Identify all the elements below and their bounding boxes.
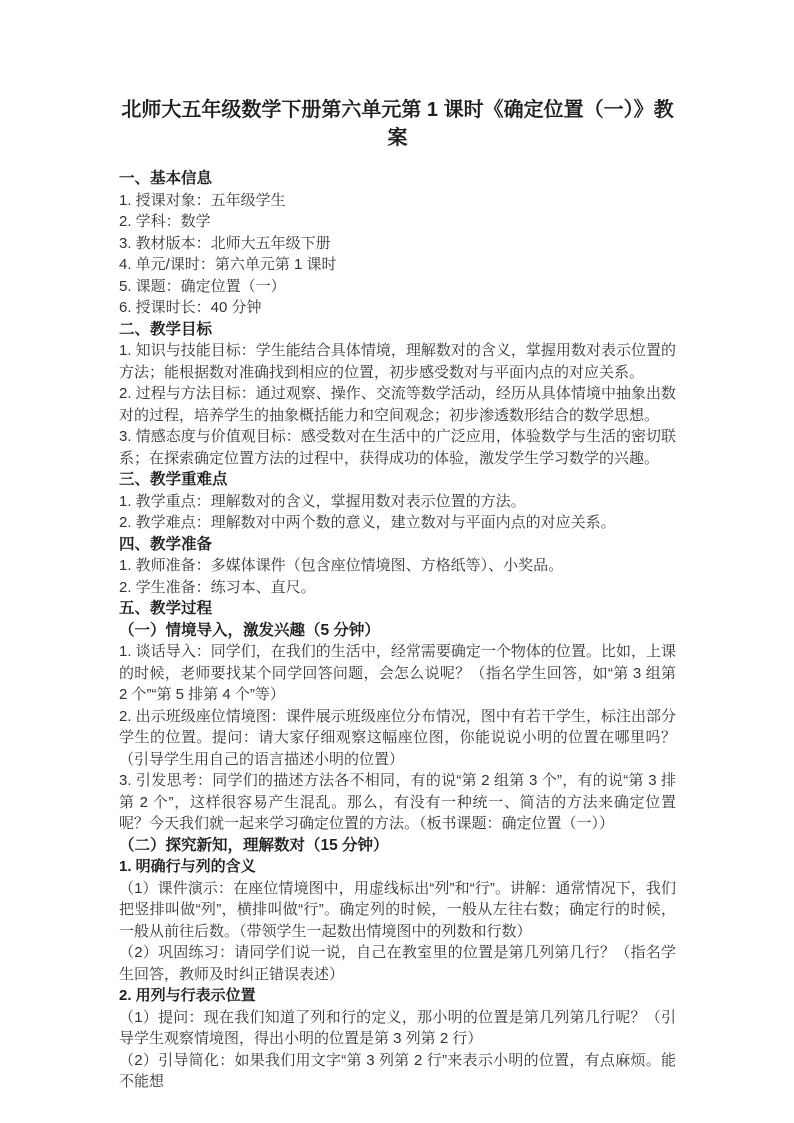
basic-info-item-subject-audience: 1. 授课对象：五年级学生 [119, 191, 286, 209]
stage-2-point-1-heading: 1. 明确行与列的含义 [119, 858, 256, 875]
stage-2-point-1-practice: （2）巩固练习：请同学们说一说，自己在教室里的位置是第几列第几行？（指名学生回答，教师及时纠正错误表述） [119, 944, 676, 983]
stage-2-point-2-question: （1）提问：现在我们知道了列和行的定义，那小明的位置是第几列第几行呢？（引导学生观察情境图，得出小明的位置是第 3 列第 2 行） [119, 1008, 676, 1047]
stage-1-heading: （一）情境导入，激发兴趣（5 分钟） [119, 621, 380, 639]
basic-info-item-textbook: 3. 教材版本：北师大五年级下册 [119, 234, 331, 252]
stage-1-step-talk-intro: 1. 谈话导入：同学们，在我们的生活中，经常需要确定一个物体的位置。比如，上课的时候，老师要找某个同学回答问题，会怎么说呢？（指名学生回答，如“第 3 组第 2 个”“第 5 排第 4 个”等） [119, 643, 676, 703]
stage-2-point-2-heading: 2. 用列与行表示位置 [119, 987, 256, 1004]
teaching-goal-process: 2. 过程与方法目标：通过观察、操作、交流等数学活动，经历从具体情境中抽象出数对的过程，培养学生的抽象概括能力和空间观念；初步渗透数形结合的数学思想。 [119, 385, 676, 424]
basic-info-item-unit: 4. 单元/课时：第六单元第 1 课时 [119, 256, 337, 273]
section-heading-teaching-goals: 二、教学目标 [119, 320, 213, 338]
stage-1-step-seating-chart: 2. 出示班级座位情境图：课件展示班级座位分布情况，图中有若干学生，标注出部分学生的位置。提问：请大家仔细观察这幅座位图，你能说说小明的位置在哪里吗？（引导学生用自己的语言描述小明的位置） [119, 707, 676, 768]
key-point-difficulty: 2. 教学难点：理解数对中两个数的意义，建立数对与平面内点的对应关系。 [119, 514, 616, 531]
teaching-goal-attitude: 3. 情感态度与价值观目标：感受数对在生活中的广泛应用，体验数学与生活的密切联系；在探索确定位置方法的过程中，获得成功的体验，激发学生学习数学的兴趣。 [119, 428, 676, 467]
section-heading-key-points: 三、教学重难点 [119, 471, 228, 488]
stage-2-point-1-demo: （1）课件演示：在座位情境图中，用虚线标出“列”和“行”。讲解：通常情况下，我们把竖排叫做“列”，横排叫做“行”。确定列的时候，一般从左往右数；确定行的时候，一般从前往后数。（带领学生一起数出情境图中的列数和行数） [119, 879, 676, 940]
preparation-student: 2. 学生准备：练习本、直尺。 [119, 578, 316, 596]
section-heading-preparation: 四、教学准备 [119, 535, 213, 553]
basic-info-item-subject: 2. 学科：数学 [119, 213, 211, 230]
section-heading-teaching-process: 五、教学过程 [119, 600, 213, 617]
stage-1-step-provoke-thinking: 3. 引发思考：同学们的描述方法各不相同，有的说“第 2 组第 3 个”，有的说“第 3 排第 2 个”，这样很容易产生混乱。那么，有没有一种统一、简洁的方法来确定位置呢？今天我们就一起来学习确定位置的方法。（板书课题：确定位置（一）） [119, 772, 676, 832]
stage-2-heading: （二）探究新知，理解数对（15 分钟） [119, 836, 389, 854]
basic-info-item-duration: 6. 授课时长：40 分钟 [119, 299, 262, 316]
basic-info-item-topic: 5. 课题：确定位置（一） [119, 277, 286, 295]
key-point-focus: 1. 教学重点：理解数对的含义，掌握用数对表示位置的方法。 [119, 492, 526, 510]
section-heading-basic-info: 一、基本信息 [119, 170, 213, 187]
stage-2-point-2-simplify: （2）引导简化：如果我们用文字“第 3 列第 2 行”来表示小明的位置，有点麻烦。能不能想 [119, 1051, 676, 1090]
preparation-teacher: 1. 教师准备：多媒体课件（包含座位情境图、方格纸等）、小奖品。 [119, 557, 564, 574]
teaching-goal-knowledge: 1. 知识与技能目标：学生能结合具体情境，理解数对的含义，掌握用数对表示位置的方法；能根据数对准确找到相应的位置，初步感受数对与平面内点的对应关系。 [119, 342, 676, 381]
document-title: 北师大五年级数学下册第六单元第 1 课时《确定位置（一）》教案 [121, 99, 674, 149]
